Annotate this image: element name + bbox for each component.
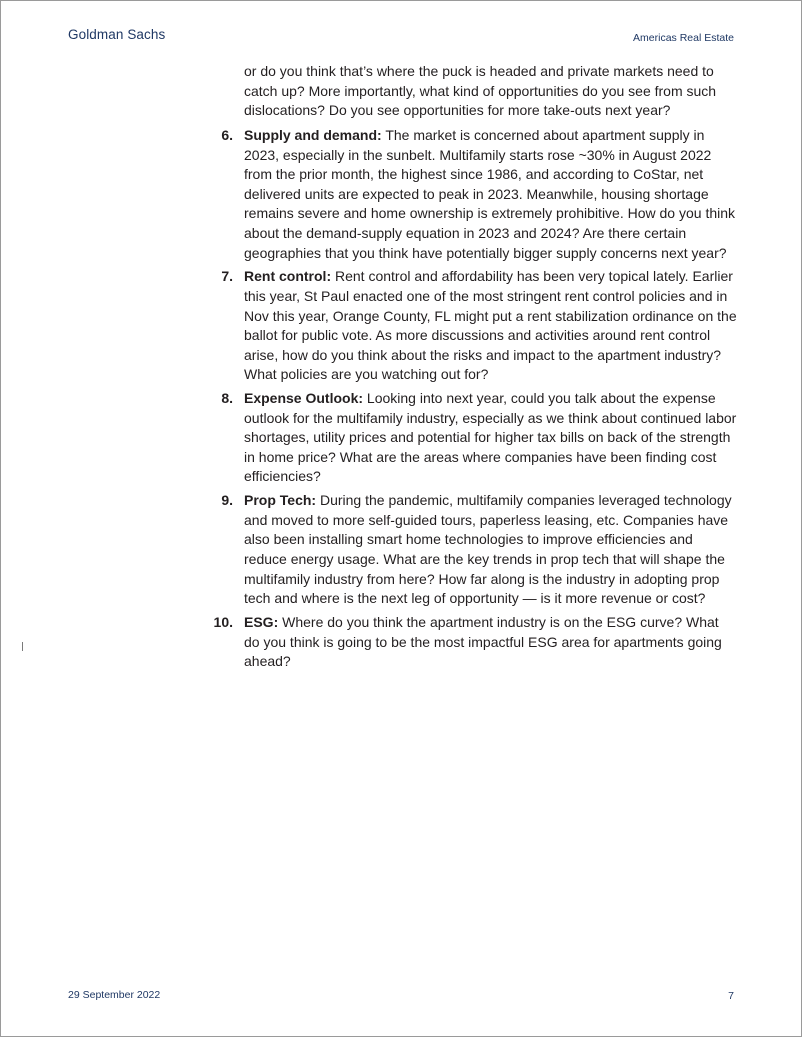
question-item [200, 267, 738, 385]
question-item [200, 613, 738, 672]
question-number: 9. [221, 492, 233, 509]
header-section-title: Americas Real Estate [633, 32, 734, 44]
footer-date: 29 September 2022 [68, 989, 161, 1001]
margin-mark [22, 642, 23, 651]
question-item [200, 389, 738, 487]
question-number: 8. [221, 390, 233, 407]
header-brand: Goldman Sachs [68, 27, 166, 42]
question-text: Looking into next year, could you talk about the expense outlook for the multifamily industry, especially as we think about continued labor shortages, utility prices and potential for higher tax bills on back of the strength in home price? What are the areas where companies have been finding cost efficiencies? [244, 390, 737, 485]
question-item [200, 126, 738, 263]
continuation-paragraph: or do you think that’s where the puck is headed and private markets need to catch up? More importantly, what kind of opportunities do you see from such dislocations? Do you see opportunities for more take-outs next year? [244, 63, 717, 119]
page-number: 7 [728, 990, 734, 1002]
question-heading: ESG: [244, 614, 279, 630]
question-number: 7. [221, 268, 233, 285]
question-text: The market is concerned about apartment supply in 2023, especially in the sunbelt. Multifamily starts rose ~30% in August 2022 from the prior month, the highest since 1986, and according to CoStar, net delivered units are expected to peak in 2023. Meanwhile, housing shortage remains severe and home ownership is extremely prohibitive. How do you think about the demand-supply equation in 2023 and 2024? Are there certain geographies that you think have potentially bigger supply concerns next year? [244, 127, 736, 261]
question-heading: Rent control: [244, 268, 332, 285]
question-number: 10. [213, 614, 233, 630]
question-text: Rent control and affordability has been very topical lately. Earlier this year, St Paul enacted one of the most stringent rent control policies and in Nov this year, Orange County, FL might put a rent stabilization ordinance on the ballot for public vote. As more discussions and activities around rent control arise, how do you think about the risks and impact to the apartment industry? What policies are you watching out for? [244, 268, 737, 383]
question-number: 6. [221, 127, 233, 143]
question-heading: Expense Outlook: [244, 390, 364, 407]
question-item [200, 491, 738, 609]
question-heading: Prop Tech: [244, 492, 317, 509]
question-text: During the pandemic, multifamily companies leveraged technology and moved to more self-guided tours, paperless leasing, etc. Companies have also been installing smart home technologies to improve efficiencies and reduce energy usage. What are the key trends in prop tech that will shape the multifamily industry from here? How far along is the industry in adopting prop tech and where is the next leg of opportunity — is it more revenue or cost? [244, 492, 732, 607]
question-text: Where do you think the apartment industry is on the ESG curve? What do you think is going to be the most impactful ESG area for apartments going ahead? [244, 614, 722, 670]
question-heading: Supply and demand: [244, 127, 382, 143]
question-list [200, 126, 738, 676]
